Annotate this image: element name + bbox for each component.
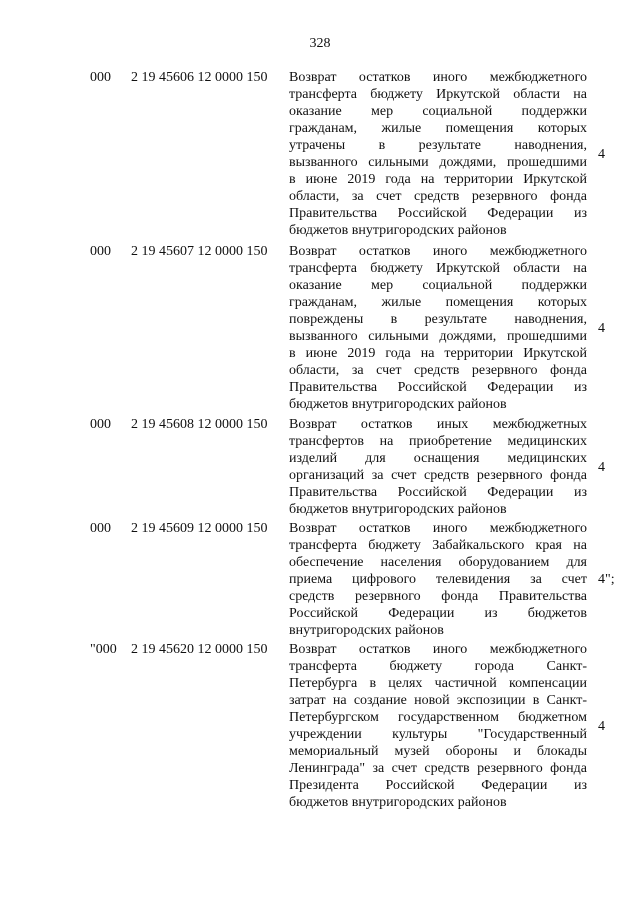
description-line: средств резервного фонда Правительства [289, 589, 587, 604]
description-line: обеспечение населения оборудованием для [289, 555, 587, 570]
admin-code: 000 [90, 70, 111, 85]
revenue-description [289, 416, 587, 518]
kbk-code: 2 19 45609 12 0000 150 [131, 521, 268, 536]
revenue-description [289, 641, 587, 811]
description-line: Петербургском государственном бюджетном [289, 710, 587, 725]
norm-value: 4 [598, 321, 605, 336]
description-line: Возврат остатков иного межбюджетного [289, 244, 587, 259]
norm-value: 4"; [598, 572, 615, 587]
description-line: трансферта бюджету города Санкт- [289, 659, 587, 674]
norm-value: 4 [598, 460, 605, 475]
description-line: бюджетов внутригородских районов [289, 502, 507, 517]
description-line: организаций за счет средств резервного фонда [289, 468, 587, 483]
page-number: 328 [309, 36, 331, 51]
description-line: Петербурга в целях частичной компенсации [289, 676, 587, 691]
description-line: Президента Российской Федерации из [289, 778, 587, 793]
description-line: учреждении культуры "Государственный [289, 727, 587, 742]
description-line: Возврат остатков иного межбюджетного [289, 70, 587, 85]
description-line: бюджетов внутригородских районов [289, 223, 507, 238]
description-line: Возврат остатков иного межбюджетного [289, 642, 587, 657]
description-line: в июне 2019 года на территории Иркутской [289, 172, 587, 187]
description-line: Правительства Российской Федерации из [289, 485, 587, 500]
description-line: вызванного сильными дождями, прошедшими [289, 155, 587, 170]
description-line: трансферта бюджету Иркутской области на [289, 87, 587, 102]
description-line: Ленинграда" за счет средств резервного фонда [289, 761, 587, 776]
description-line: приема цифрового телевидения за счет [289, 572, 587, 587]
description-line: трансферта бюджету Иркутской области на [289, 261, 587, 276]
description-line: гражданам, жилые помещения которых [289, 121, 587, 136]
revenue-description [289, 69, 587, 239]
description-line: Возврат остатков иного межбюджетного [289, 521, 587, 536]
description-line: Правительства Российской Федерации из [289, 380, 587, 395]
description-line: Российской Федерации из бюджетов [289, 606, 587, 621]
description-line: вызванного сильными дождями, прошедшими [289, 329, 587, 344]
description-line: изделий для оснащения медицинских [289, 451, 587, 466]
kbk-code: 2 19 45607 12 0000 150 [131, 244, 268, 259]
revenue-description [289, 243, 587, 413]
description-line: оказание мер социальной поддержки [289, 104, 587, 119]
kbk-code: 2 19 45608 12 0000 150 [131, 417, 268, 432]
norm-value: 4 [598, 147, 605, 162]
description-line: области, за счет средств резервного фонда [289, 363, 587, 378]
kbk-code: 2 19 45620 12 0000 150 [131, 642, 268, 657]
description-line: трансферта бюджету Забайкальского края на [289, 538, 587, 553]
norm-value: 4 [598, 719, 605, 734]
description-line: Правительства Российской Федерации из [289, 206, 587, 221]
admin-code: 000 [90, 521, 111, 536]
description-line: бюджетов внутригородских районов [289, 795, 507, 810]
revenue-description [289, 520, 587, 639]
description-line: утрачены в результате наводнения, [289, 138, 587, 153]
description-line: затрат на создание новой экспозиции в Санкт- [289, 693, 587, 708]
description-line: области, за счет средств резервного фонда [289, 189, 587, 204]
description-line: повреждены в результате наводнения, [289, 312, 587, 327]
admin-code: 000 [90, 244, 111, 259]
description-line: Возврат остатков иных межбюджетных [289, 417, 587, 432]
description-line: мемориальный музей обороны и блокады [289, 744, 587, 759]
description-line: бюджетов внутригородских районов [289, 397, 507, 412]
admin-code: 000 [90, 417, 111, 432]
admin-code: "000 [90, 642, 117, 657]
kbk-code: 2 19 45606 12 0000 150 [131, 70, 268, 85]
description-line: оказание мер социальной поддержки [289, 278, 587, 293]
description-line: гражданам, жилые помещения которых [289, 295, 587, 310]
description-line: внутригородских районов [289, 623, 444, 638]
description-line: в июне 2019 года на территории Иркутской [289, 346, 587, 361]
description-line: трансфертов на приобретение медицинских [289, 434, 587, 449]
